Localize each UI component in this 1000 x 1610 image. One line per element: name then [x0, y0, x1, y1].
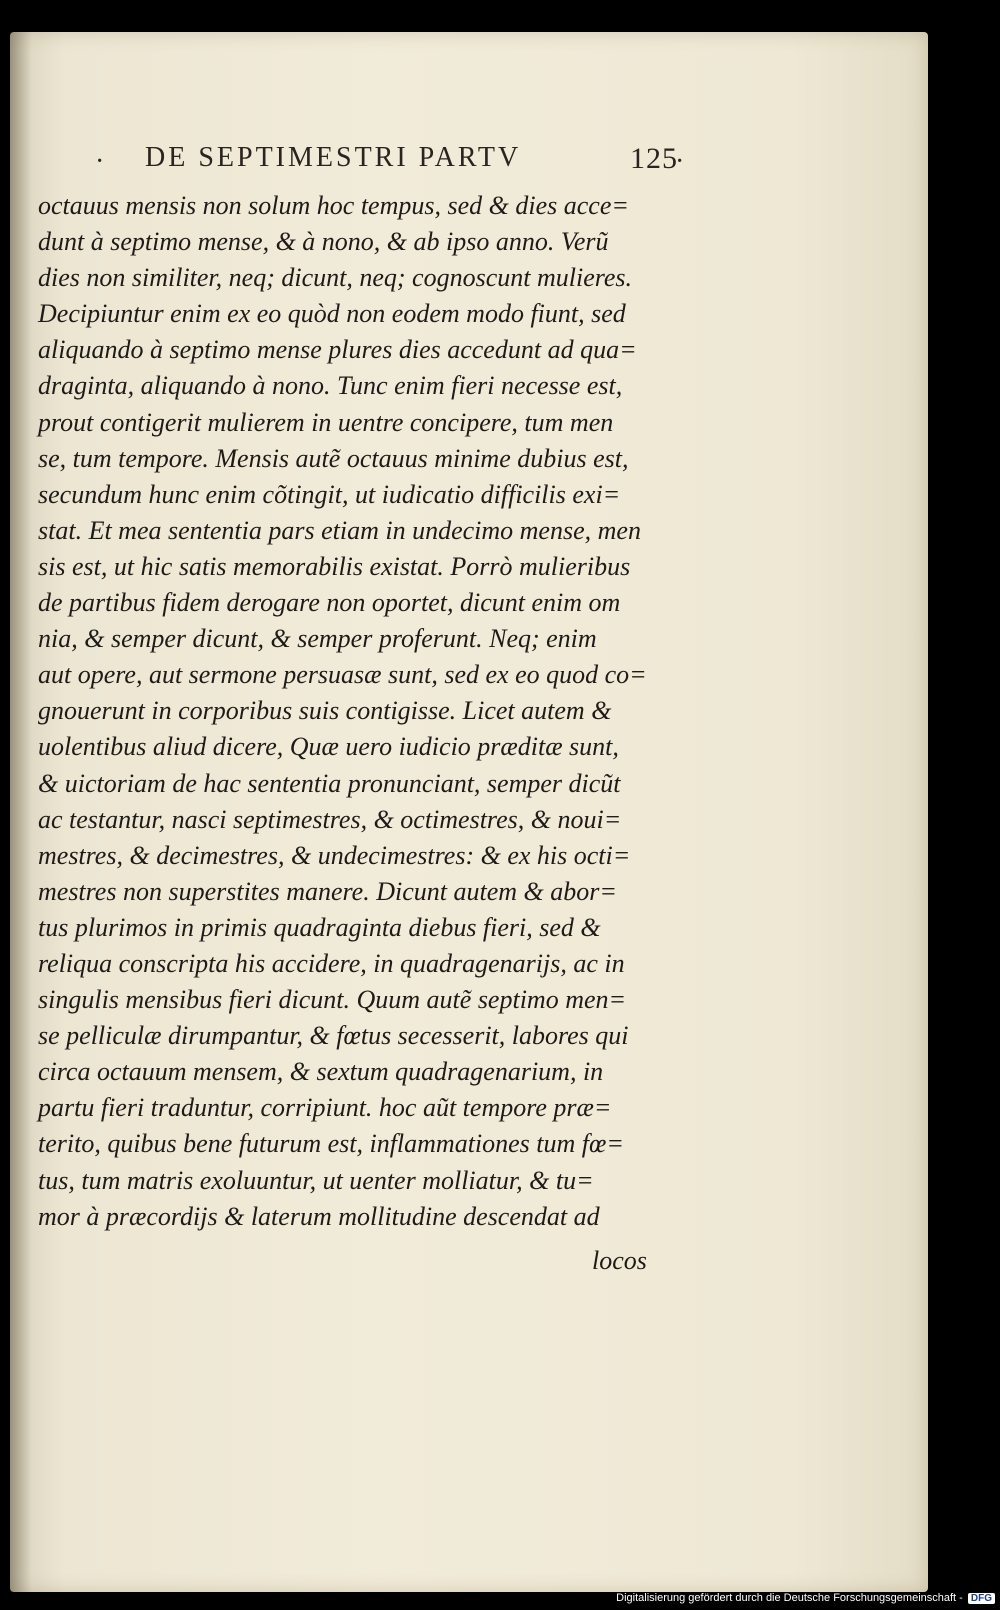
- credit-text: Digitalisierung gefördert durch die Deutsche Forschungsgemeinschaft -: [616, 1592, 963, 1604]
- text-line: nia, & semper dicunt, & semper proferunt. Neq; enim: [38, 624, 597, 654]
- text-line: uolentibus aliud dicere, Quæ uero iudicio præditæ sunt,: [38, 732, 619, 762]
- text-line: draginta, aliquando à nono. Tunc enim fieri necesse est,: [38, 371, 623, 401]
- text-line: circa octauum mensem, & sextum quadragenarium, in: [38, 1057, 604, 1087]
- text-line: Decipiuntur enim ex eo quòd non eodem modo fiunt, sed: [38, 299, 626, 329]
- text-line: prout contigerit mulierem in uentre concipere, tum men: [38, 407, 614, 437]
- text-line: se, tum tempore. Mensis autẽ octauus minime dubius est,: [38, 443, 629, 473]
- text-line: dunt à septimo mense, & à nono, & ab ipso anno. Verũ: [38, 227, 609, 257]
- running-title: DE SEPTIMESTRI PARTV: [145, 142, 522, 173]
- text-line: tus, tum matris exoluuntur, ut uenter molliatur, & tu=: [38, 1165, 594, 1195]
- text-line: partu fieri traduntur, corripiunt. hoc aũt tempore præ=: [38, 1093, 612, 1123]
- catchword: locos: [592, 1246, 647, 1275]
- text-line: stat. Et mea sententia pars etiam in undecimo mense, men: [38, 515, 641, 545]
- text-line: singulis mensibus fieri dicunt. Quum autẽ septimo men=: [38, 985, 627, 1015]
- page-gutter-shadow: [10, 32, 32, 1592]
- text-line: & uictoriam de hac sententia pronunciant, semper dicũt: [38, 768, 621, 798]
- text-line: aliquando à septimo mense plures dies accedunt ad qua=: [38, 335, 637, 365]
- text-line: mor à præcordijs & laterum mollitudine descendat ad: [38, 1201, 600, 1231]
- header-mark-left: ·: [95, 146, 108, 177]
- text-line: secundum hunc enim cõtingit, ut iudicatio difficilis exi=: [38, 479, 621, 509]
- page-number: 125: [630, 142, 678, 175]
- text-line: octauus mensis non solum hoc tempus, sed & dies acce=: [38, 191, 629, 220]
- text-line: tus plurimos in primis quadraginta diebus fieri, sed &: [38, 912, 601, 942]
- text-line: gnouerunt in corporibus suis contigisse. Licet autem &: [38, 696, 612, 726]
- text-line: se pelliculæ dirumpantur, & fœtus secesserit, labores qui: [38, 1021, 629, 1051]
- text-line: sis est, ut hic satis memorabilis existat. Porrò mulieribus: [38, 551, 631, 581]
- page-header: [95, 142, 715, 182]
- text-line: mestres, & decimestres, & undecimestres: & ex his octi=: [38, 840, 631, 870]
- body-text: [38, 188, 688, 1235]
- digitization-credit: [560, 1592, 995, 1608]
- text-line: dies non similiter, neq; dicunt, neq; cognoscunt mulieres.: [38, 263, 633, 293]
- dfg-logo: DFG: [968, 1593, 995, 1604]
- text-line: ac testantur, nasci septimestres, & octimestres, & noui=: [38, 804, 622, 834]
- text-line: de partibus fidem derogare non oportet, dicunt enim om: [38, 588, 621, 618]
- text-line: terito, quibus bene futurum est, inflammationes tum fœ=: [38, 1129, 624, 1159]
- text-line: aut opere, aut sermone persuasæ sunt, sed ex eo quod co=: [38, 660, 647, 690]
- header-mark-right: ·: [675, 146, 688, 177]
- text-line: reliqua conscripta his accidere, in quadragenarijs, ac in: [38, 948, 625, 978]
- text-line: mestres non superstites manere. Dicunt autem & abor=: [38, 876, 617, 906]
